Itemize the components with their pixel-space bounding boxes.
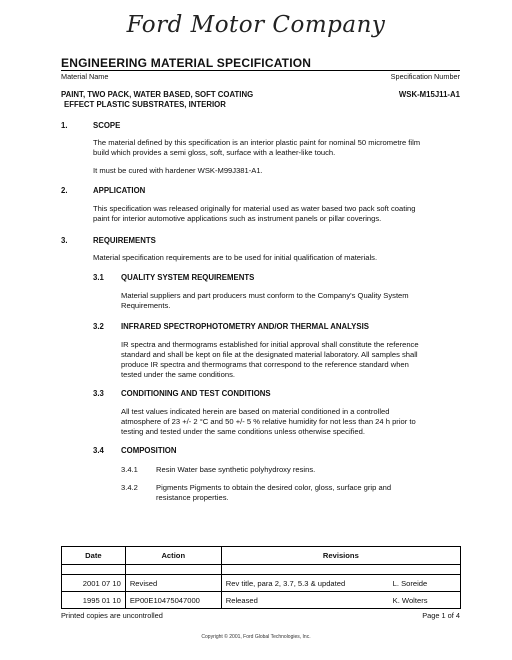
column-header-date: Date [62,547,126,565]
scope-paragraph-2: It must be cured with hardener WSK-M99J381-A1. [93,166,263,175]
material-name-line1: PAINT, TWO PACK, WATER BASED, SOFT COATING [61,90,254,99]
column-header-revisions: Revisions [221,547,460,565]
subsection-heading-infrared: INFRARED SPECTROPHOTOMETRY AND/OR THERMAL ANALYSIS [121,322,369,331]
table-spacer-row [62,565,461,575]
conditioning-paragraph [121,407,460,437]
spec-number-label: Specification Number [390,72,460,81]
quality-paragraph [121,291,460,311]
section-number-requirements: 3. [61,236,68,245]
ford-logo: Ford Motor Company [126,12,386,38]
subsection-heading-composition: COMPOSITION [121,446,177,455]
composition-item-number: 3.4.2 [121,483,138,492]
table-cell: 1995 01 10 [62,592,126,609]
material-name [61,90,253,109]
composition-item-number: 3.4.1 [121,465,138,474]
material-name-line2: EFFECT PLASTIC SUBSTRATES, INTERIOR [64,99,226,109]
subsection-heading-conditioning: CONDITIONING AND TEST CONDITIONS [121,389,271,398]
scope-paragraph-1 [93,138,460,158]
composition-item-text [156,483,460,503]
text-line: resistance properties. [156,493,229,502]
uncontrolled-copy-notice: Printed copies are uncontrolled [61,611,163,620]
text-line: The material defined by this specification is an interior plastic paint for nominal 50 micrometre film [93,138,421,147]
table-cell [221,565,460,575]
table-cell [125,565,221,575]
composition-item-text: Resin Water base synthetic polyhydroxy resins. [156,465,316,474]
table-cell: 2001 07 10 [62,575,126,592]
text-line: This specification was released originally for material used as water based two pack soft coating [93,204,416,213]
application-paragraph [93,204,460,224]
text-line: Material suppliers and part producers must conform to the Company's Quality System [121,291,409,300]
table-cell: Revised [125,575,221,592]
table-row [62,575,461,592]
table-cell: Released [221,592,388,609]
table-row [62,592,461,609]
subsection-number-3-3: 3.3 [93,389,104,398]
text-line: Pigments Pigments to obtain the desired color, gloss, surface grip and [156,483,392,492]
text-line: testing and tested under the same conditions unless otherwise specified. [121,427,365,436]
section-heading-application: APPLICATION [93,186,146,195]
subsection-heading-quality: QUALITY SYSTEM REQUIREMENTS [121,273,255,282]
page-title: ENGINEERING MATERIAL SPECIFICATION [61,56,312,70]
table-cell: Rev title, para 2, 3.7, 5.3 & updated [221,575,388,592]
text-line: build which provides a semi gloss, soft, surface with a leather-like touch. [93,148,336,157]
copyright-notice: Copyright © 2001, Ford Global Technologies, Inc. [201,634,311,640]
title-underline [61,70,460,71]
subsection-number-3-1: 3.1 [93,273,104,282]
spec-number: WSK-M15J11-A1 [398,90,460,99]
text-line: IR spectra and thermograms established for initial approval shall constitute the reference [121,340,419,349]
revisions-table [61,546,461,609]
text-line: standard and shall be kept on file at the designated material laboratory. All samples shall [121,350,418,359]
table-cell [62,565,126,575]
section-number-application: 2. [61,186,68,195]
infrared-paragraph [121,340,460,380]
text-line: Requirements. [121,301,171,310]
text-line: produce IR spectra and thermograms that correspond to the reference standard when [121,360,409,369]
section-number-scope: 1. [61,121,68,130]
column-header-action: Action [125,547,221,565]
text-line: paint for interior automotive applications such as instrument panels or pillar coverings. [93,214,382,223]
requirements-intro: Material specification requirements are to be used for initial qualification of materials. [93,253,378,262]
section-heading-requirements: REQUIREMENTS [93,236,156,245]
subsection-number-3-4: 3.4 [93,446,104,455]
table-cell: K. Wolters [389,592,461,609]
section-heading-scope: SCOPE [93,121,121,130]
text-line: atmosphere of 23 +/- 2 °C and 50 +/- 5 % relative humidity for not less than 24 h prior to [121,417,416,426]
table-cell: L. Soreide [389,575,461,592]
table-cell: EP00E10475047000 [125,592,221,609]
page-number: Page 1 of 4 [422,611,460,620]
text-line: tested under the same conditions. [121,370,235,379]
material-name-label: Material Name [61,72,109,81]
table-header-row [62,547,461,565]
text-line: All test values indicated herein are based on material conditioned in a controlled [121,407,390,416]
subsection-number-3-2: 3.2 [93,322,104,331]
